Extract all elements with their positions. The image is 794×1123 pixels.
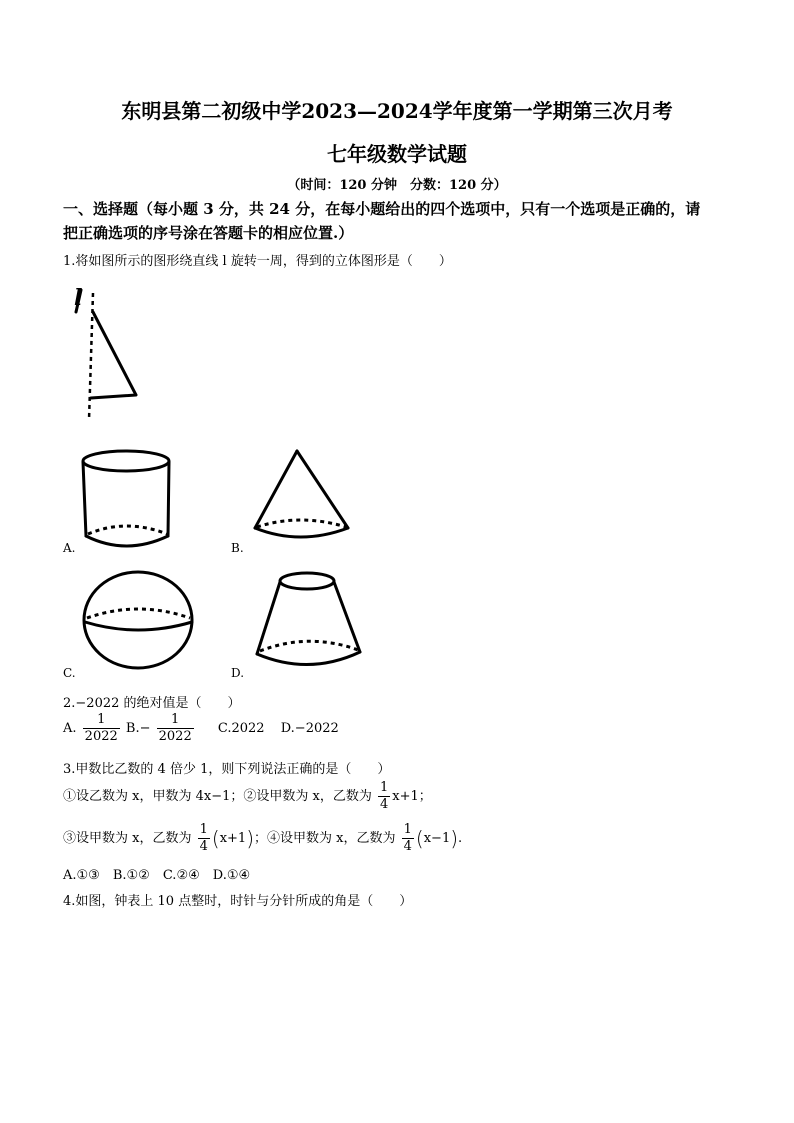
q2-option-a-fraction: $\frac{1}{2022}$: [84, 712, 118, 744]
q1-option-d: D.: [231, 666, 245, 680]
q1-stem: 1.将如图所示的图形绕直线 l 旋转一周，得到的立体图形是（ ）: [63, 254, 452, 269]
q3-fraction-2: $\frac{1}{4}$: [199, 822, 208, 854]
q3-statement-1-2: ①设乙数为 x，甲数为 4x−1；②设甲数为 x，乙数为 $\frac{1}{4}$ x+1；: [63, 780, 432, 812]
q2-option-c: C.2022: [217, 721, 265, 736]
q3-fraction-3: $\frac{1}{4}$: [403, 822, 412, 854]
axis-label: l: [74, 285, 83, 311]
exam-title: 东明县第二初级中学2023—2024学年度第一学期第三次月考: [121, 99, 673, 123]
exam-meta: （时间：120 分钟 分数：120 分）: [287, 178, 507, 193]
q4-stem: 4.如图，钟表上 10 点整时，时针与分针所成的角是（ ）: [63, 894, 413, 909]
cone-icon: [250, 448, 360, 548]
cylinder-icon: [80, 448, 180, 553]
frustum-icon: [254, 570, 366, 678]
section-heading-line1: 一、选择题（每小题 3 分，共 24 分，在每小题给出的四个选项中，只有一个选项是正确的，请: [63, 200, 701, 218]
q3-stem: 3.甲数比乙数的 4 倍少 1，则下列说法正确的是（ ）: [63, 762, 391, 777]
section-heading-line2: 把正确选项的序号涂在答题卡的相应位置.）: [63, 224, 354, 242]
q2-option-a-label: A.: [63, 721, 77, 736]
q1-option-a: A.: [63, 541, 76, 555]
sphere-icon: [82, 570, 197, 672]
q3-options: A.①③ B.①② C.②④ D.①④: [63, 868, 251, 883]
q1-option-c: C.: [63, 666, 76, 680]
q2-options: [63, 712, 339, 745]
q2-option-d: D.−2022: [280, 721, 339, 736]
q2-option-b-label: B.: [125, 721, 140, 736]
q3-fraction-1: $\frac{1}{4}$: [379, 780, 389, 812]
q2-stem: 2.−2022 的绝对值是（ ）: [63, 696, 241, 711]
q2-option-b-sign: −: [139, 721, 151, 736]
q1-option-b: B.: [231, 541, 244, 555]
q3-statement-3-4: ③设甲数为 x，乙数为 $\frac{1}{4}$ (x+1)；④设甲数为 x，乙数为 $\frac{1}{4}$ (x−1).: [63, 822, 463, 854]
exam-subtitle: 七年级数学试题: [327, 142, 467, 166]
q2-option-b-fraction: $\frac{1}{2022}$: [158, 712, 192, 744]
